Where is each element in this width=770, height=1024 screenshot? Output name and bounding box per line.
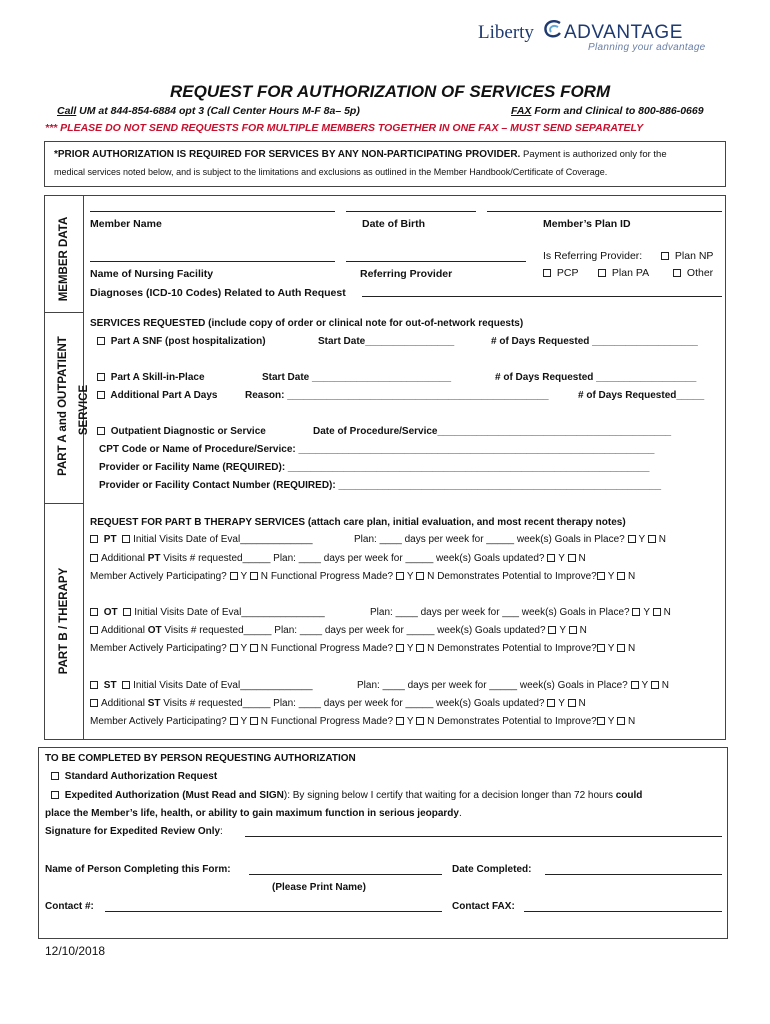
st-updated-y[interactable] <box>547 699 555 707</box>
st-plan: Plan: ____ days per week for _____ week(s) Goals in Place? <box>357 680 628 691</box>
st-updated-n[interactable] <box>568 699 576 707</box>
n-label: N <box>260 716 269 727</box>
could-word: could <box>615 790 643 801</box>
notice-bold: *PRIOR AUTHORIZATION IS REQUIRED FOR SERVICES BY ANY NON-PARTICIPATING PROVIDER. <box>54 149 521 160</box>
ot-pot-n[interactable] <box>617 644 625 652</box>
st-row-1-right <box>357 680 669 691</box>
standard-option[interactable] <box>51 771 217 782</box>
ot-row-3 <box>90 643 635 654</box>
pt-prog-y[interactable] <box>396 572 404 580</box>
n-label: N <box>663 607 671 618</box>
pt-goals-y[interactable] <box>628 535 636 543</box>
n-label: N <box>628 716 636 727</box>
y-label: Y <box>406 643 414 654</box>
n-label: N <box>628 571 636 582</box>
st-goals-n[interactable] <box>651 681 659 689</box>
logo <box>478 20 728 56</box>
sip-start: Start Date _________________________ <box>262 372 452 383</box>
jeopardy-text: place the Member’s life, health, or ability to gain maximum function in serious jeopardy <box>45 808 459 819</box>
contact-fax-line[interactable] <box>524 911 722 912</box>
pcp-option[interactable] <box>543 267 579 279</box>
snf-checkbox[interactable] <box>97 337 105 345</box>
y-label: Y <box>240 716 248 727</box>
requester-header: TO BE COMPLETED BY PERSON REQUESTING AUTHORIZATION <box>45 753 356 764</box>
n-label: N <box>578 553 586 564</box>
ot-initial-checkbox[interactable] <box>123 608 131 616</box>
pt-goals-n[interactable] <box>648 535 656 543</box>
n-label: N <box>628 643 636 654</box>
call-word: Call <box>57 105 77 117</box>
ot-part-y[interactable] <box>230 644 238 652</box>
pt-part-n[interactable] <box>250 572 258 580</box>
ot-additional-checkbox[interactable] <box>90 626 98 634</box>
pt-label: PT <box>103 534 117 545</box>
outpt-checkbox[interactable] <box>97 427 105 435</box>
referring-question: Is Referring Provider: <box>543 250 643 262</box>
pt-potential: Demonstrates Potential to Improve? <box>437 571 597 582</box>
pt-row-1-right <box>354 534 666 545</box>
addl-label: Additional Part A Days <box>110 390 218 401</box>
label-column-divider <box>83 195 84 740</box>
st-part-n[interactable] <box>250 717 258 725</box>
sip-option[interactable] <box>97 372 205 383</box>
pt-initial-checkbox[interactable] <box>122 535 130 543</box>
name-label: Name of Person Completing this Form: <box>45 864 231 875</box>
n-label: N <box>260 571 269 582</box>
ot-prog-n[interactable] <box>416 644 424 652</box>
addl-option[interactable] <box>97 390 217 401</box>
ot-goals-y[interactable] <box>632 608 640 616</box>
fax-line <box>511 105 704 117</box>
additional-label: Additional <box>101 625 145 636</box>
warning-line: *** PLEASE DO NOT SEND REQUESTS FOR MULTIPLE MEMBERS TOGETHER IN ONE FAX – MUST SEND SEPARATELY <box>45 122 644 134</box>
outpt-label: Outpatient Diagnostic or Service <box>110 426 266 437</box>
notice-line-1 <box>54 149 667 160</box>
expedited-option[interactable] <box>51 790 642 801</box>
page-title: REQUEST FOR AUTHORIZATION OF SERVICES FORM <box>170 82 611 101</box>
pt-initial-label: Initial Visits Date of Eval_____________ <box>133 534 313 545</box>
pcp-checkbox[interactable] <box>543 269 551 277</box>
st-row-3 <box>90 716 635 727</box>
n-label: N <box>579 625 587 636</box>
st-goals-y[interactable] <box>631 681 639 689</box>
st-prog-n[interactable] <box>416 717 424 725</box>
logo-swirl-icon <box>540 18 566 44</box>
ot-plan: Plan: ____ days per week for ___ week(s) Goals in Place? <box>370 607 630 618</box>
other-checkbox[interactable] <box>673 269 681 277</box>
call-line <box>57 105 360 117</box>
st-pot-n[interactable] <box>617 717 625 725</box>
logo-tagline: Planning your advantage <box>588 42 706 53</box>
diagnoses-label: Diagnoses (ICD-10 Codes) Related to Auth Request <box>90 287 346 299</box>
ot-initial-label: Initial Visits Date of Eval_______________ <box>134 607 325 618</box>
n-label: N <box>661 680 670 691</box>
section-label-member: MEMBER DATA <box>58 216 70 302</box>
st-additional-checkbox[interactable] <box>90 699 98 707</box>
pt-updated-y[interactable] <box>547 554 555 562</box>
provider-line: Provider or Facility Name (REQUIRED): _________________________________________________________________ <box>99 462 650 473</box>
pt-prog-n[interactable] <box>416 572 424 580</box>
ot-part-n[interactable] <box>250 644 258 652</box>
partA-header: SERVICES REQUESTED (include copy of order or clinical note for out-of-network requests) <box>90 318 524 329</box>
st-initial-label: Initial Visits Date of Eval_____________ <box>133 680 313 691</box>
y-label: Y <box>558 698 565 709</box>
st-additional-text: Visits # requested_____ Plan: ____ days per week for _____ week(s) Goals updated? <box>163 698 545 709</box>
additional-label: Additional <box>101 553 145 564</box>
st-pot-y[interactable] <box>597 717 605 725</box>
footer-date: 12/10/2018 <box>45 944 106 958</box>
fax-text: Form and Clinical to 800-886-0669 <box>531 105 704 117</box>
snf-label: Part A SNF (post hospitalization) <box>110 336 266 347</box>
pt-progress: Functional Progress Made? <box>270 571 394 582</box>
ot-updated-y[interactable] <box>548 626 556 634</box>
expedited-text: ): By signing below I certify that waiting for a decision longer than 72 hours <box>283 790 616 801</box>
plan-pa-option[interactable] <box>598 267 649 279</box>
member-name-label: Member Name <box>90 218 162 230</box>
ot-progress: Functional Progress Made? <box>270 643 394 654</box>
snf-days: # of Days Requested ___________________ <box>491 336 698 347</box>
st-prog-y[interactable] <box>396 717 404 725</box>
pt-participating: Member Actively Participating? <box>90 571 227 582</box>
sip-label: Part A Skill-in-Place <box>110 372 205 383</box>
st-participating: Member Actively Participating? <box>90 716 227 727</box>
addl-checkbox[interactable] <box>97 391 105 399</box>
n-label: N <box>427 571 435 582</box>
provider-contact-line: Provider or Facility Contact Number (REQUIRED): __________________________________________________________ <box>99 480 662 491</box>
section-label-partA: PART A and OUTPATIENT <box>57 336 69 476</box>
pt-pot-n[interactable] <box>617 572 625 580</box>
referring-line[interactable] <box>346 261 526 262</box>
pt-pot-y[interactable] <box>597 572 605 580</box>
st-row-2 <box>90 698 586 709</box>
date-line[interactable] <box>545 874 722 875</box>
n-label: N <box>658 534 667 545</box>
plan-np-checkbox[interactable] <box>661 252 669 260</box>
referring-label: Referring Provider <box>360 268 453 280</box>
plan-pa-label: Plan PA <box>611 267 650 279</box>
dob-label: Date of Birth <box>362 218 425 230</box>
signature-label: Signature for Expedited Review Only: <box>45 826 223 837</box>
st-progress: Functional Progress Made? <box>270 716 394 727</box>
y-label: Y <box>607 643 615 654</box>
y-label: Y <box>559 625 566 636</box>
diagnoses-line[interactable] <box>362 296 722 297</box>
ot-row-1 <box>90 607 325 618</box>
pt-checkbox[interactable] <box>90 535 98 543</box>
plan-pa-checkbox[interactable] <box>598 269 606 277</box>
dob-line[interactable] <box>346 211 476 212</box>
pt-row-2 <box>90 553 586 564</box>
y-label: Y <box>406 716 414 727</box>
plan-id-line[interactable] <box>487 211 722 212</box>
plan-np-label: Plan NP <box>674 250 714 262</box>
ot-row-1-right <box>370 607 671 618</box>
ot-checkbox[interactable] <box>90 608 98 616</box>
other-option[interactable] <box>673 267 713 279</box>
st-label: ST <box>103 680 117 691</box>
expedited-label: Expedited Authorization (Must Read and SIGN <box>64 790 284 801</box>
st-row-1 <box>90 680 313 691</box>
contact-fax-label: Contact FAX: <box>452 901 515 912</box>
section-label-partB: PART B / THERAPY <box>58 567 70 675</box>
ot-goals-n[interactable] <box>653 608 661 616</box>
y-label: Y <box>641 680 648 691</box>
partB-header: REQUEST FOR PART B THERAPY SERVICES (attach care plan, initial evaluation, and most recent therapy notes) <box>90 517 626 528</box>
name-line[interactable] <box>249 874 442 875</box>
expedited-checkbox[interactable] <box>51 791 59 799</box>
logo-word-advantage: ADVANTAGE <box>564 22 683 43</box>
plan-np-option[interactable] <box>661 250 713 262</box>
other-label: Other <box>686 267 714 279</box>
st-initial-checkbox[interactable] <box>122 681 130 689</box>
contact-line[interactable] <box>105 911 442 912</box>
st-potential: Demonstrates Potential to Improve? <box>437 716 597 727</box>
expedited-line-2: place the Member’s life, health, or ability to gain maximum function in serious jeopardy. <box>45 808 462 819</box>
notice-box <box>44 141 726 187</box>
snf-option[interactable] <box>97 336 266 347</box>
y-label: Y <box>643 607 650 618</box>
n-label: N <box>427 716 435 727</box>
addl-reason: Reason: _______________________________________________ <box>245 390 549 401</box>
pt-row-3 <box>90 571 635 582</box>
n-label: N <box>578 698 586 709</box>
contact-label: Contact #: <box>45 901 94 912</box>
plan-id-label: Member’s Plan ID <box>543 218 631 230</box>
signature-line[interactable] <box>245 836 722 837</box>
outpt-date: Date of Procedure/Service__________________________________________ <box>313 426 672 437</box>
signature-text: Signature for Expedited Review Only <box>45 826 221 837</box>
divider-partA <box>44 503 84 504</box>
sip-checkbox[interactable] <box>97 373 105 381</box>
ot-participating: Member Actively Participating? <box>90 643 227 654</box>
y-label: Y <box>607 571 615 582</box>
sip-days: # of Days Requested __________________ <box>495 372 697 383</box>
st-checkbox[interactable] <box>90 681 98 689</box>
snf-start: Start Date________________ <box>318 336 455 347</box>
date-label: Date Completed: <box>452 864 532 875</box>
y-label: Y <box>638 534 645 545</box>
y-label: Y <box>558 553 565 564</box>
call-text: UM at 844-854-6884 opt 3 (Call Center Hours M-F 8a– 5p) <box>76 105 360 117</box>
notice-line-2: medical services noted below, and is subject to the limitations and exclusions as outlined in the Member Handbook/Certificate of Coverage. <box>54 167 608 177</box>
pt-plan: Plan: ____ days per week for _____ week(s) Goals in Place? <box>354 534 625 545</box>
st-label-2: ST <box>147 698 161 709</box>
pt-part-y[interactable] <box>230 572 238 580</box>
ot-label: OT <box>103 607 118 618</box>
pcp-label: PCP <box>556 267 579 279</box>
ot-updated-n[interactable] <box>569 626 577 634</box>
pt-additional-text: Visits # requested_____ Plan: ____ days per week for _____ week(s) Goals updated? <box>163 553 545 564</box>
facility-line[interactable] <box>90 261 335 262</box>
standard-checkbox[interactable] <box>51 772 59 780</box>
st-part-y[interactable] <box>230 717 238 725</box>
cpt-line: CPT Code or Name of Procedure/Service: ________________________________________________________________ <box>99 444 655 455</box>
notice-rest: Payment is authorized only for the <box>520 149 667 160</box>
ot-row-2 <box>90 625 587 636</box>
facility-label: Name of Nursing Facility <box>90 268 214 280</box>
n-label: N <box>427 643 435 654</box>
addl-days: # of Days Requested_____ <box>578 390 705 401</box>
standard-label: Standard Authorization Request <box>64 771 218 782</box>
additional-label: Additional <box>101 698 145 709</box>
fax-word: FAX <box>511 105 532 117</box>
ot-additional-text: Visits # requested_____ Plan: ____ days per week for _____ week(s) Goals updated? <box>164 625 546 636</box>
y-label: Y <box>607 716 615 727</box>
ot-label-2: OT <box>147 625 162 636</box>
section-label-partA-sub: SERVICE <box>78 384 90 436</box>
outpt-option[interactable] <box>97 426 266 437</box>
ot-prog-y[interactable] <box>396 644 404 652</box>
logo-word-liberty: Liberty <box>478 22 534 43</box>
pt-label-2: PT <box>147 553 161 564</box>
pt-row-1 <box>90 534 313 545</box>
ot-pot-y[interactable] <box>597 644 605 652</box>
pt-additional-checkbox[interactable] <box>90 554 98 562</box>
ot-potential: Demonstrates Potential to Improve? <box>437 643 597 654</box>
print-name-note: (Please Print Name) <box>272 882 366 893</box>
y-label: Y <box>240 643 248 654</box>
y-label: Y <box>240 571 248 582</box>
y-label: Y <box>406 571 414 582</box>
member-name-line[interactable] <box>90 211 335 212</box>
pt-updated-n[interactable] <box>568 554 576 562</box>
n-label: N <box>260 643 269 654</box>
